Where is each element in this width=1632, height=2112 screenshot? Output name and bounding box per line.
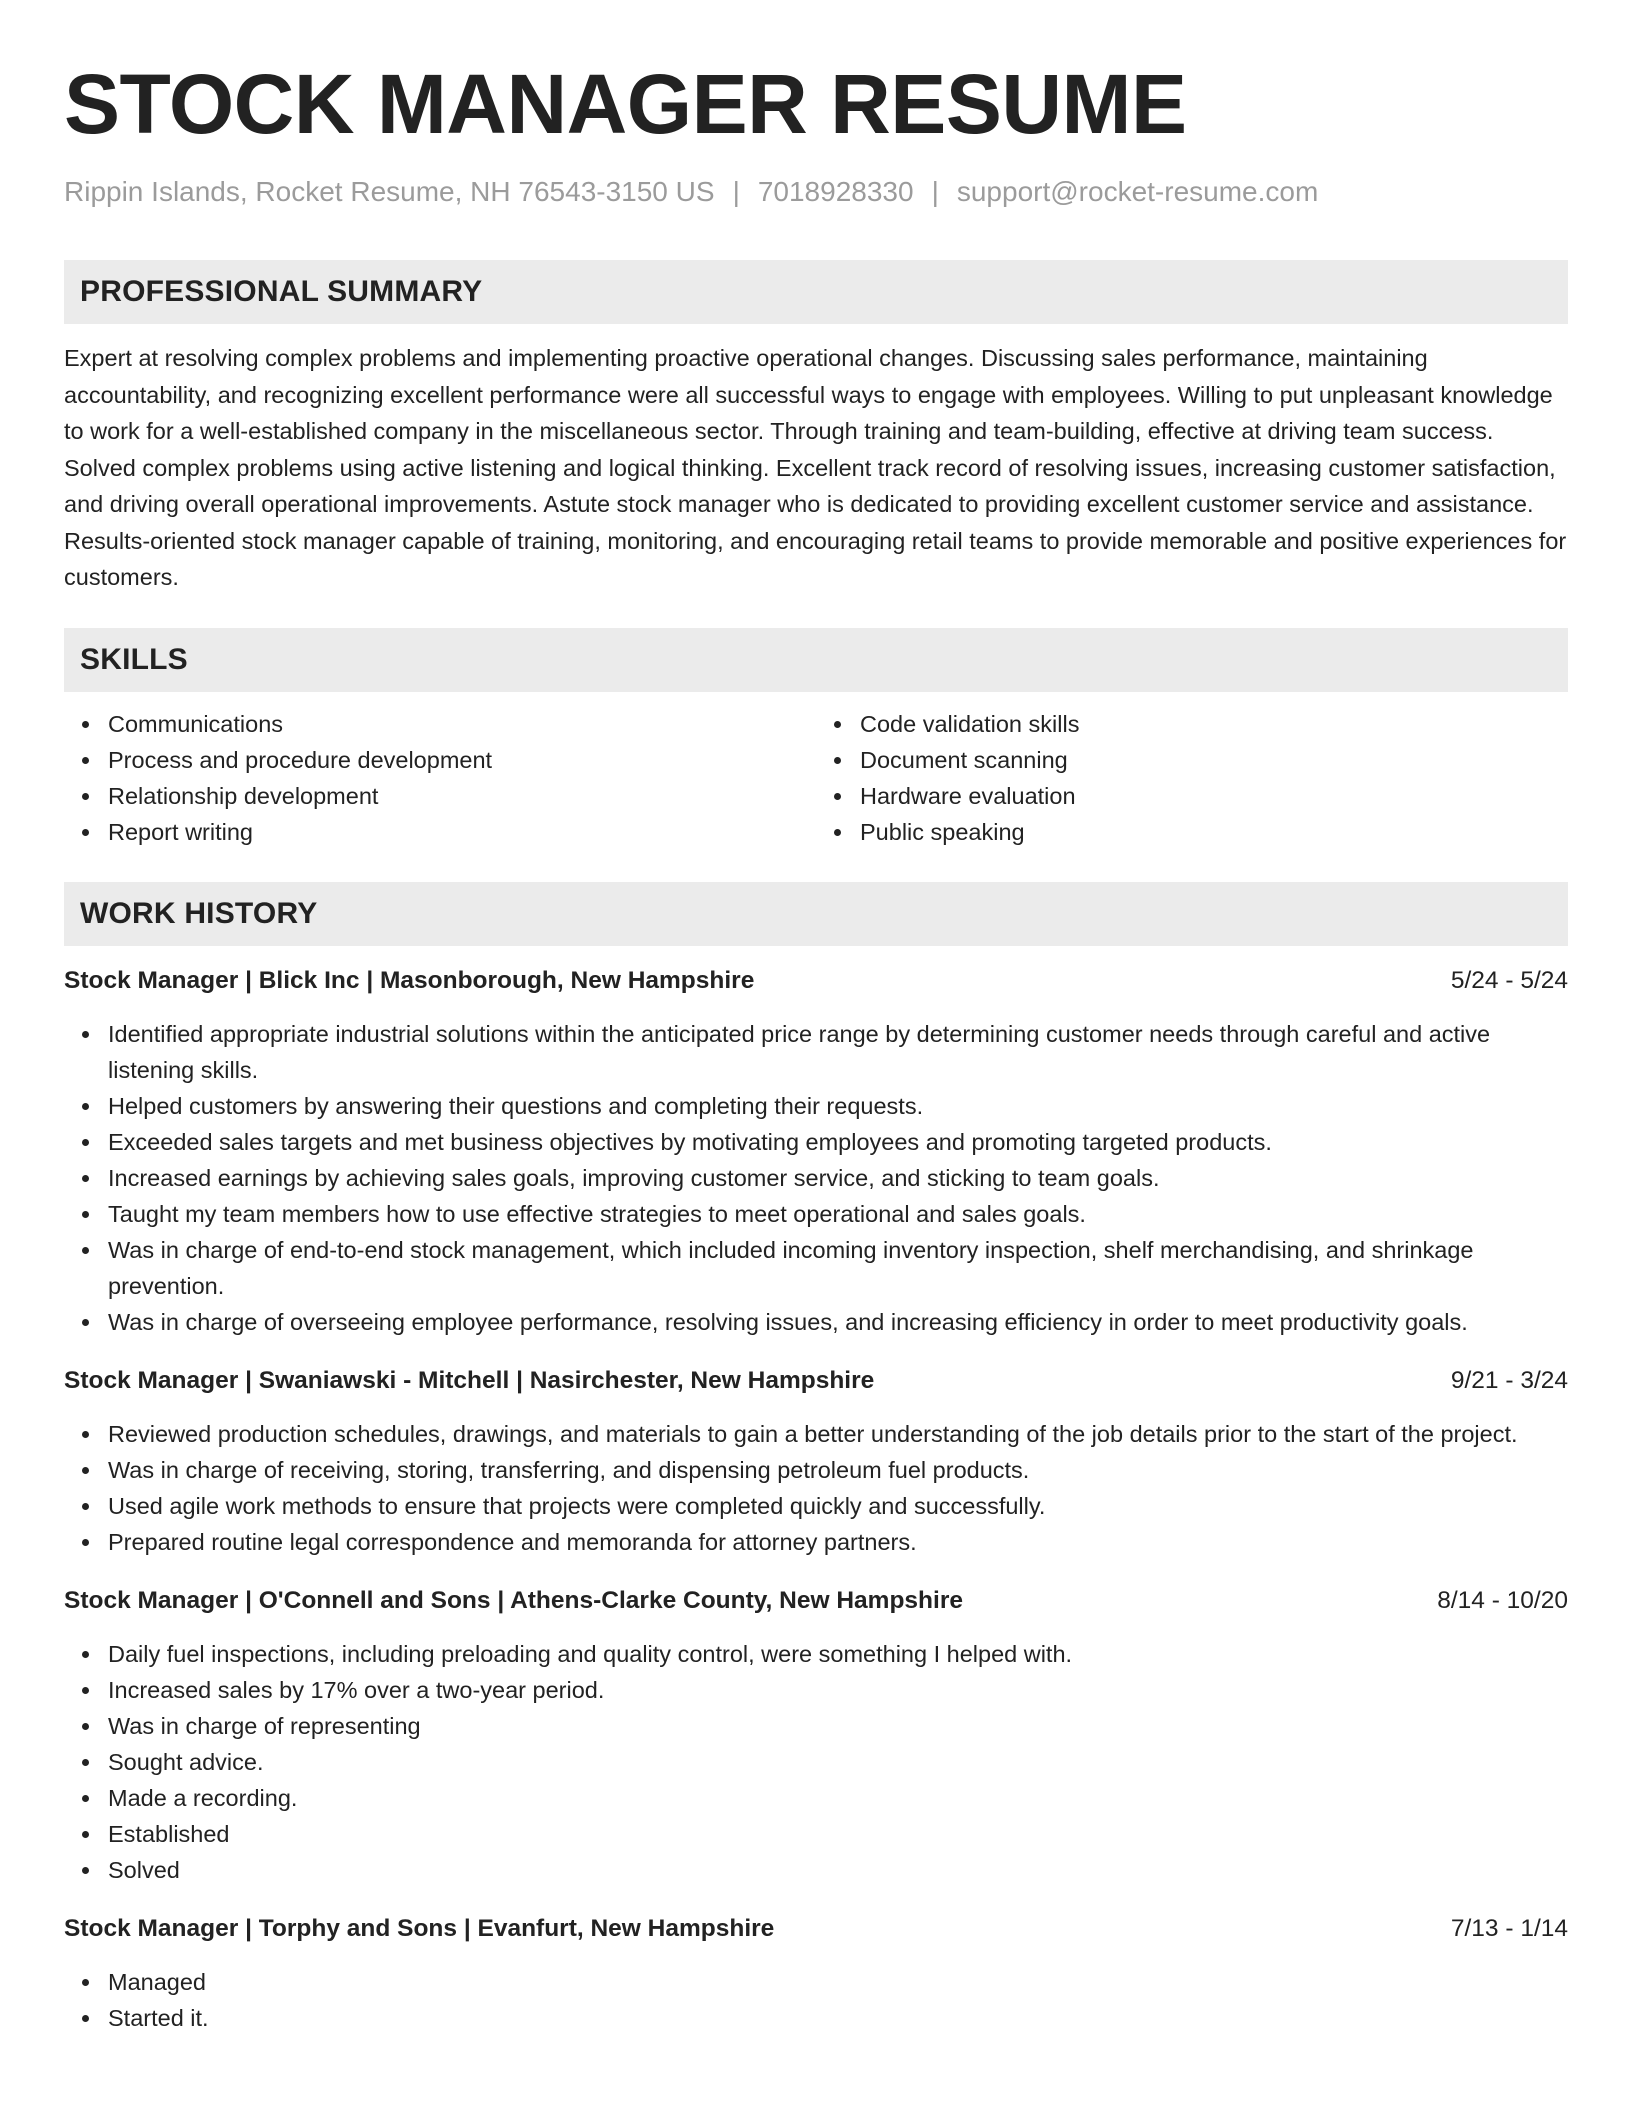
summary-heading: PROFESSIONAL SUMMARY bbox=[80, 275, 483, 308]
job-bullet: Sought advice. bbox=[108, 1744, 1568, 1780]
job-dates: 9/21 - 3/24 bbox=[1450, 1366, 1568, 1394]
job-header bbox=[64, 1912, 1568, 1946]
job-bullet: Was in charge of overseeing employee performance, resolving issues, and increasing efficiency in order to meet productivity goals. bbox=[108, 1304, 1568, 1340]
job-bullet: Was in charge of representing bbox=[108, 1708, 1568, 1744]
job-bullet: Started it. bbox=[108, 2000, 1568, 2036]
job-bullet: Was in charge of receiving, storing, transferring, and dispensing petroleum fuel products. bbox=[108, 1452, 1568, 1488]
resume-title: STOCK MANAGER RESUME bbox=[64, 57, 1187, 151]
skill-item: Relationship development bbox=[108, 778, 816, 814]
contact-separator: | bbox=[732, 176, 740, 207]
job-bullet: Used agile work methods to ensure that projects were completed quickly and successfully. bbox=[108, 1488, 1568, 1524]
job-bullets bbox=[64, 1636, 1568, 1888]
contact-separator: | bbox=[931, 176, 939, 207]
job-title: Stock Manager | Swaniawski - Mitchell | Nasirchester, New Hampshire bbox=[64, 1366, 875, 1394]
job-entry bbox=[64, 1912, 1568, 2036]
job-title: Stock Manager | Torphy and Sons | Evanfurt, New Hampshire bbox=[64, 1914, 775, 1942]
skills-list bbox=[64, 706, 1568, 850]
work-heading: WORK HISTORY bbox=[80, 896, 318, 930]
job-bullet: Increased earnings by achieving sales goals, improving customer service, and sticking to team goals. bbox=[108, 1160, 1568, 1196]
job-title: Stock Manager | O'Connell and Sons | Athens-Clarke County, New Hampshire bbox=[64, 1586, 963, 1614]
skill-item: Communications bbox=[108, 706, 816, 742]
summary-text: Expert at resolving complex problems and implementing proactive operational changes. Discussing sales performance, maintaining accountability, and recognizing excellent performance were all successful ways to engage with employees. Willing to put unpleasant knowledge to work for a well-established company in the miscellaneous sector. Through training and team-building, effective at driving team success. Solved complex problems using active listening and logical thinking. Excellent track record of resolving issues, increasing customer satisfaction, and driving overall operational improvements. Astute stock manager who is dedicated to providing excellent customer service and assistance. Results-oriented stock manager capable of training, monitoring, and encouraging retail teams to provide memorable and positive experiences for customers. bbox=[64, 345, 1567, 590]
job-entry bbox=[64, 1584, 1568, 1888]
contact-phone: 7018928330 bbox=[757, 176, 914, 207]
skill-item: Hardware evaluation bbox=[860, 778, 1568, 814]
job-header bbox=[64, 1584, 1568, 1618]
job-bullet: Managed bbox=[108, 1964, 1568, 2000]
job-bullet: Exceeded sales targets and met business objectives by motivating employees and promoting targeted products. bbox=[108, 1124, 1568, 1160]
job-entry bbox=[64, 964, 1568, 1340]
skills-column-right bbox=[816, 706, 1568, 850]
skills-column-left bbox=[64, 706, 816, 850]
job-bullet: Identified appropriate industrial solutions within the anticipated price range by determining customer needs through careful and active listening skills. bbox=[108, 1016, 1568, 1088]
job-bullet: Prepared routine legal correspondence and memoranda for attorney partners. bbox=[108, 1524, 1568, 1560]
job-bullets bbox=[64, 1416, 1568, 1560]
job-bullet: Daily fuel inspections, including preloading and quality control, were something I helped with. bbox=[108, 1636, 1568, 1672]
job-bullet: Solved bbox=[108, 1852, 1568, 1888]
skill-item: Code validation skills bbox=[860, 706, 1568, 742]
contact-address: Rippin Islands, Rocket Resume, NH 76543-3150 US bbox=[64, 176, 715, 207]
work-section-header bbox=[64, 882, 1568, 946]
job-dates: 8/14 - 10/20 bbox=[1437, 1586, 1568, 1614]
job-entry bbox=[64, 1364, 1568, 1560]
job-bullets bbox=[64, 1016, 1568, 1340]
job-dates: 5/24 - 5/24 bbox=[1450, 966, 1568, 994]
contact-line bbox=[64, 174, 1568, 210]
job-bullet: Helped customers by answering their questions and completing their requests. bbox=[108, 1088, 1568, 1124]
skills-section-header bbox=[64, 628, 1568, 692]
job-bullet: Taught my team members how to use effective strategies to meet operational and sales goals. bbox=[108, 1196, 1568, 1232]
skill-item: Process and procedure development bbox=[108, 742, 816, 778]
summary-section-header bbox=[64, 260, 1568, 324]
skill-item: Document scanning bbox=[860, 742, 1568, 778]
job-bullet: Increased sales by 17% over a two-year period. bbox=[108, 1672, 1568, 1708]
job-header bbox=[64, 964, 1568, 998]
job-bullet: Established bbox=[108, 1816, 1568, 1852]
job-bullet: Reviewed production schedules, drawings, and materials to gain a better understanding of the job details prior to the start of the project. bbox=[108, 1416, 1568, 1452]
skills-heading: SKILLS bbox=[80, 642, 188, 676]
job-title: Stock Manager | Blick Inc | Masonborough, New Hampshire bbox=[64, 966, 755, 994]
job-bullet: Made a recording. bbox=[108, 1780, 1568, 1816]
skill-item: Public speaking bbox=[860, 814, 1568, 850]
job-header bbox=[64, 1364, 1568, 1398]
job-dates: 7/13 - 1/14 bbox=[1450, 1914, 1568, 1942]
skill-item: Report writing bbox=[108, 814, 816, 850]
contact-email: support@rocket-resume.com bbox=[956, 176, 1319, 207]
job-bullets bbox=[64, 1964, 1568, 2036]
job-bullet: Was in charge of end-to-end stock management, which included incoming inventory inspection, shelf merchandising, and shrinkage prevention. bbox=[108, 1232, 1568, 1304]
